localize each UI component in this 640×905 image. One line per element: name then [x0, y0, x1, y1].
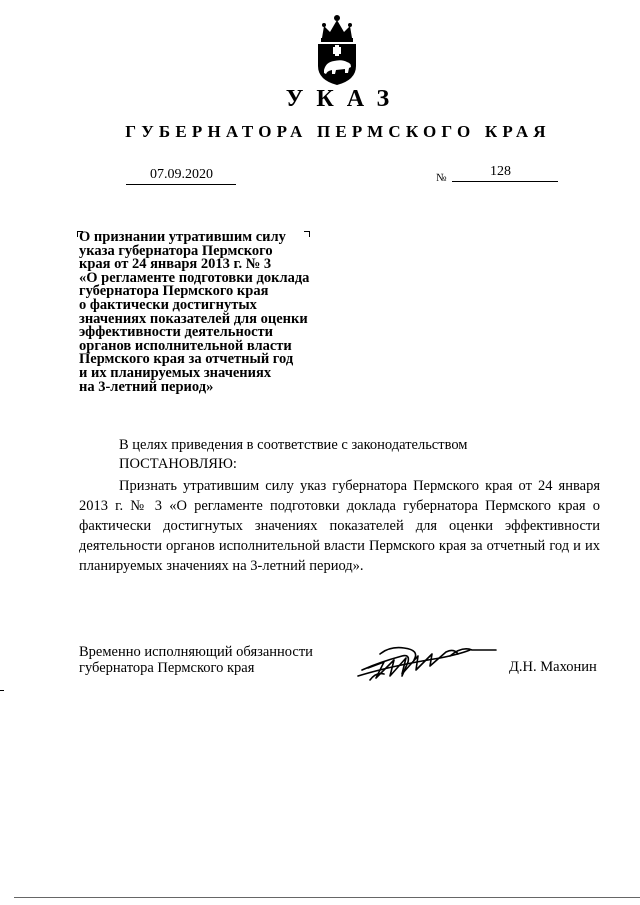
number-label: №: [436, 172, 447, 184]
preamble: В целях приведения в соответствие с законодательством: [119, 437, 468, 453]
decree-number: 128: [490, 164, 511, 179]
subject-line: О признании утратившим силу: [79, 229, 286, 245]
coat-of-arms-icon: [314, 14, 360, 86]
decree-word: ПОСТАНОВЛЯЮ:: [119, 456, 237, 472]
position-line: Временно исполняющий обязанности: [79, 644, 313, 660]
handwritten-signature-icon: [350, 632, 500, 684]
document-subtitle: ГУБЕРНАТОРА ПЕРМСКОГО КРАЯ: [125, 122, 551, 141]
subject-line: губернатора Пермского края: [79, 283, 269, 300]
document-title: УКАЗ: [285, 86, 403, 112]
subject-line: органов исполнительной власти: [79, 337, 292, 354]
subject-line: эффективности деятельности: [79, 324, 273, 341]
subject-line: Пермского края за отчетный год: [79, 351, 294, 368]
decree-paragraph: Признать утратившим силу указ губернатора Пермского края от 24 января 2013 г. № 3 «О регламенте подготовки доклада губернатора Пермского края о фактически достигнутых значениях показателей для оценки эффективности деятельности органов исполнительной власти Пермского края за отчетный год и их планируемых значениях на 3-летний период».: [79, 478, 600, 574]
scan-edge-mark: [0, 690, 4, 691]
signatory-name: Д.Н. Махонин: [509, 659, 597, 675]
subject-line: и их планируемых значениях: [79, 364, 272, 381]
subject-line: на 3-летний период»: [79, 378, 214, 395]
signatory-position: [79, 644, 313, 676]
decree-subject: [79, 231, 339, 394]
decree-date: 07.09.2020: [150, 167, 213, 182]
subject-line: указа губернатора Пермского: [79, 242, 273, 259]
subject-line: о фактически достигнутых: [79, 296, 257, 313]
subject-line: «О регламенте подготовки доклада: [79, 269, 310, 286]
subject-line: значениях показателей для оценки: [79, 310, 308, 327]
bottom-rule: [14, 897, 640, 898]
subject-line: края от 24 января 2013 г. № 3: [79, 256, 272, 273]
position-line: губернатора Пермского края: [79, 660, 255, 676]
